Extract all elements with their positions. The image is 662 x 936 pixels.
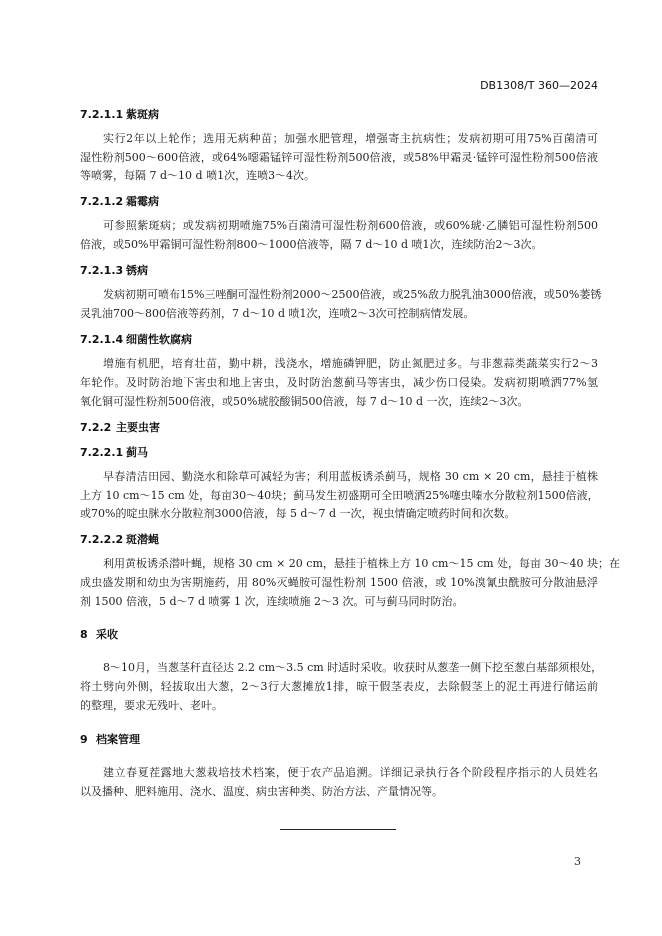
section-heading-7-2-2-1: [80, 444, 148, 462]
paragraph-line: 上方 10 cm～15 cm 处，每亩30～40块；蓟马发生初盛期可全田喷洒25%噻虫嗪水分散粒剂1500倍液，: [80, 489, 599, 502]
paragraph-line: 湿性粉剂500～600倍液，或64%噁霜锰锌可湿性粉剂500倍液，或58%甲霜灵·锰锌可湿性粉剂500倍液: [80, 151, 598, 164]
section-number: 7.2.1.2: [80, 195, 124, 208]
paragraph-line: 剂 1500 倍液，5 d～7 d 喷雾 1 次，连续喷施 2～3 次。可与蓟马同时防治。: [80, 595, 464, 608]
paragraph-line: 建立春夏茬露地大葱栽培技术档案，便于农产品追溯。详细记录执行各个阶段程序指示的人员姓名: [103, 766, 598, 779]
section-heading-7-2-1-3: [80, 262, 148, 280]
section-heading-7-2-1-4: [80, 331, 192, 349]
section-title: 档案管理: [96, 733, 140, 746]
section-number: 7.2.1.4: [80, 333, 124, 346]
section-number: 9: [80, 733, 88, 746]
section-heading-7-2-1-2: [80, 193, 159, 211]
document-code-header: DB1308/T 360—2024: [480, 79, 598, 92]
section-title: 霜霉病: [126, 195, 159, 208]
section-title: 锈病: [126, 264, 148, 277]
section-title: 主要虫害: [116, 421, 160, 434]
paragraph-line: 氧化铜可湿性粉剂500倍液，或50%琥胶酸铜500倍液，每 7 d～10 d 一次，连续2～3次。: [80, 395, 529, 408]
section-title: 斑潜蝇: [126, 533, 159, 546]
section-title: 蓟马: [126, 446, 148, 459]
paragraph-line: 发病初期可喷布15%三唑酮可湿性粉剂2000～2500倍液，或25%敌力脱乳油3000倍液，或50%萎锈: [103, 288, 602, 301]
section-heading-8: [80, 626, 118, 644]
section-number: 7.2.2: [80, 421, 112, 434]
section-number: 7.2.2.2: [80, 533, 124, 546]
paragraph-line: 实行2年以上轮作；选用无病种苗；加强水肥管理，增强寄主抗病性；发病初期可用75%百菌清可: [103, 132, 598, 145]
section-title: 采收: [96, 628, 118, 641]
section-number: 7.2.1.1: [80, 108, 124, 121]
section-number: 7.2.2.1: [80, 446, 124, 459]
page-number: 3: [574, 855, 581, 868]
paragraph-line: 可参照紫斑病；或发病初期喷施75%百菌清可湿性粉剂600倍液，或60%琥·乙膦铝可湿性粉剂500: [103, 219, 598, 232]
paragraph-line: 早春清洁田园、勤浇水和除草可减轻为害；利用蓝板诱杀蓟马，规格 30 cm × 20 cm，悬挂于植株: [103, 470, 598, 483]
paragraph-line: 的整理，要求无残叶、老叶。: [80, 699, 223, 712]
section-heading-7-2-2-2: [80, 531, 159, 549]
paragraph-line: 成虫盛发期和幼虫为害期施药，用 80%灭蝇胺可湿性粉剂 1500 倍液，或 10%溴氰虫酰胺可分散油悬浮: [80, 576, 598, 589]
paragraph-line: 增施有机肥，培育壮苗，勤中耕，浅浇水，增施磷钾肥，防止氮肥过多。与非葱蒜类蔬菜实行2～3: [103, 357, 598, 370]
paragraph-line: 将土劈向外侧，轻拔取出大葱，2～3行大葱摊放1排，晾干假茎表皮，去除假茎上的泥土再进行储运前: [80, 680, 598, 693]
paragraph-line: 倍液，或50%甲霜铜可湿性粉剂800～1000倍液等，隔 7 d～10 d 喷1次，连续防治2～3次。: [80, 238, 543, 251]
section-title: 紫斑病: [126, 108, 159, 121]
paragraph-line: 年轮作。及时防治地下害虫和地上害虫，及时防治葱蓟马等害虫，减少伤口侵染。发病初期喷洒77%氢: [80, 376, 598, 389]
paragraph-line: 利用黄板诱杀潜叶蝇，规格 30 cm × 20 cm，悬挂于植株上方 10 cm～15 cm 处，每亩 30～40 块；在: [103, 557, 621, 570]
section-number: 8: [80, 628, 88, 641]
section-heading-7-2-2: [80, 419, 160, 437]
end-of-text-rule: [280, 829, 396, 830]
section-heading-9: [80, 731, 140, 749]
section-heading-7-2-1-1: [80, 106, 159, 124]
paragraph-line: 或70%的啶虫脒水分散粒剂3000倍液，每 5 d～7 d 一次，视虫情确定喷药时间和次数。: [80, 507, 516, 520]
paragraph-line: 8～10月，当葱茎秆直径达 2.2 cm～3.5 cm 时适时采收。收获时从葱垄一侧下挖至葱白基部须根处，: [103, 661, 603, 674]
paragraph-line: 以及播种、肥料施用、浇水、温度、病虫害种类、防治方法、产量情况等。: [80, 785, 443, 798]
section-number: 7.2.1.3: [80, 264, 124, 277]
paragraph-line: 等喷雾，每隔 7 d～10 d 喷1次，连喷3～4次。: [80, 169, 316, 182]
paragraph-line: 灵乳油700～800倍液等药剂，7 d～10 d 喷1次，连喷2～3次可控制病情发展。: [80, 307, 475, 320]
section-title: 细菌性软腐病: [126, 333, 192, 346]
